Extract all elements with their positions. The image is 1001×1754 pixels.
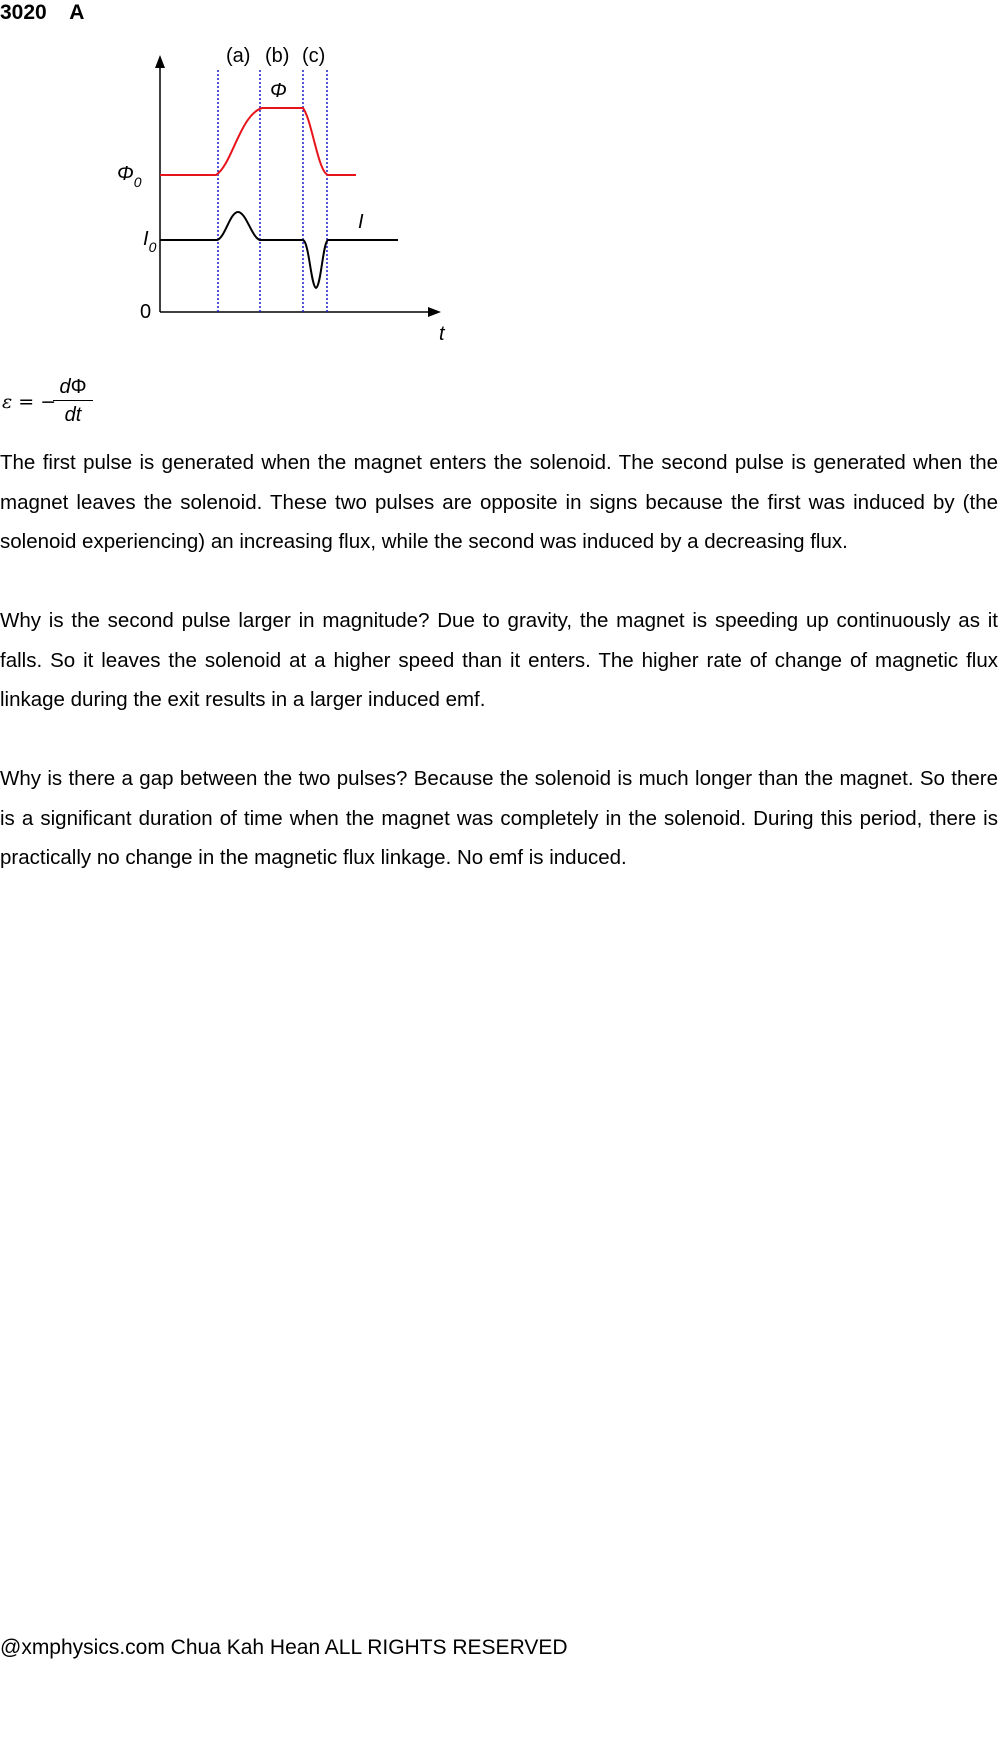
y-axis-arrowhead	[155, 55, 165, 68]
phi0-symbol: Φ	[117, 163, 134, 185]
phi0-subscript: 0	[133, 174, 142, 190]
phi0-label	[117, 163, 142, 190]
i-label: I	[358, 211, 364, 233]
t-axis-arrowhead	[428, 307, 441, 317]
emf-formula	[2, 375, 122, 435]
paragraph-2: Why is the second pulse larger in magnitude? Due to gravity, the magnet is speeding up continuously as it falls. So it leaves the solenoid at a higher speed than it enters. The higher rate of change of magnetic flux linkage during the exit results in a larger induced emf.	[0, 609, 998, 711]
guide-lines	[218, 70, 327, 312]
formula-numerator	[53, 375, 93, 399]
formula-numerator-phi: Φ	[70, 376, 87, 398]
section-label-a: (a)	[226, 45, 251, 67]
section-label-c: (c)	[302, 45, 326, 67]
fraction-bar	[53, 400, 93, 401]
question-number: 3020	[0, 1, 47, 24]
formula-fraction	[53, 375, 93, 427]
paragraph-3: Why is there a gap between the two pulses? Because the solenoid is much longer than the magnet. So there is a significant duration of time when the magnet was completely in the solenoid. During this period, there is practically no change in the magnetic flux linkage. No emf is induced.	[0, 767, 998, 869]
flux-current-graph	[0, 0, 460, 360]
zero-label: 0	[140, 301, 152, 323]
formula-numerator-d: d	[59, 376, 71, 398]
phi-label: Φ	[270, 80, 287, 102]
i0-subscript: 0	[148, 239, 157, 255]
i0-symbol: I	[143, 228, 149, 250]
t-label: t	[439, 323, 445, 345]
section-label-b: (b)	[265, 45, 290, 67]
formula-lhs: ε = −	[2, 391, 57, 413]
answer-letter: A	[69, 1, 85, 24]
formula-denominator: dt	[64, 404, 82, 426]
explanation-text	[0, 443, 998, 917]
copyright-footer: @xmphysics.com Chua Kah Hean ALL RIGHTS RESERVED	[0, 1636, 568, 1659]
paragraph-1: The first pulse is generated when the magnet enters the solenoid. The second pulse is generated when the magnet leaves the solenoid. These two pulses are opposite in signs because the first was induced by (the solenoid experiencing) an increasing flux, while the second was induced by a decreasing flux.	[0, 451, 998, 553]
i0-label	[143, 228, 157, 255]
